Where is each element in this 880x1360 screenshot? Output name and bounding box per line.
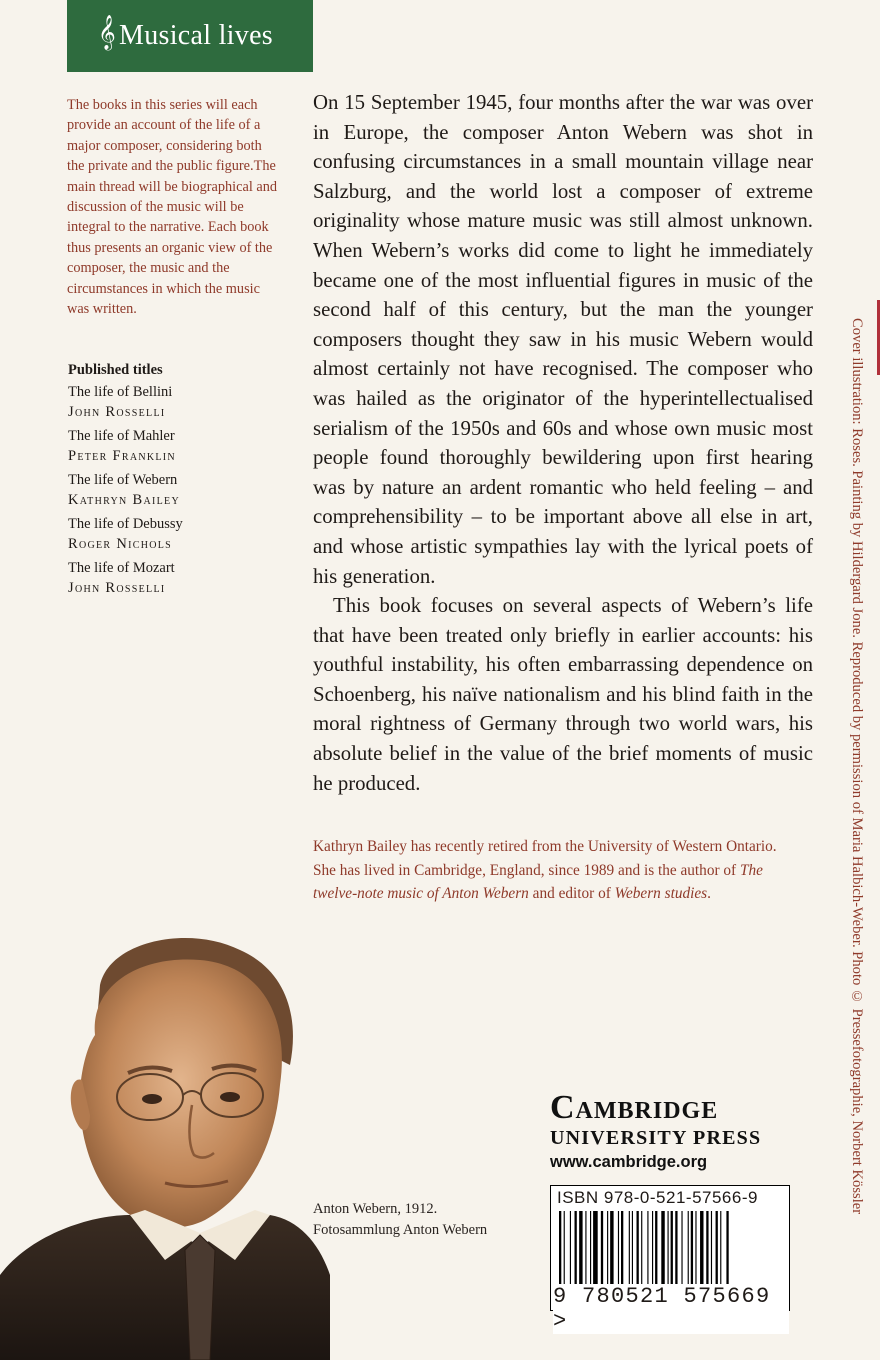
bio-book-title: Webern studies	[614, 885, 708, 902]
bio-text: and editor of	[528, 885, 615, 902]
list-item	[68, 382, 288, 422]
isbn-label: ISBN 978-0-521-57566-9	[557, 1188, 758, 1207]
book-author: Peter Franklin	[68, 448, 176, 464]
bio-book-title: The twelve-note music of Anton Webern	[313, 861, 763, 902]
barcode-digits: 9 780521 575669 >	[553, 1284, 789, 1334]
author-bio	[313, 835, 783, 906]
list-item	[68, 426, 288, 466]
isbn-barcode	[550, 1185, 790, 1334]
publisher-logo	[550, 1090, 795, 1172]
list-item	[68, 514, 288, 554]
book-title: The life of Webern	[68, 472, 178, 488]
bio-text: Kathryn Bailey has recently retired from the University of Western Ontario. She has lived in Cambridge, England, since 1989 and is the author of	[313, 838, 777, 879]
book-author: John Rosselli	[68, 404, 166, 420]
caption-line-2: Fotosammlung Anton Webern	[313, 1221, 488, 1238]
publisher-name: Cambridge	[550, 1089, 719, 1126]
book-title: The life of Mahler	[68, 428, 175, 444]
series-name: Musical lives	[119, 20, 273, 51]
publisher-url: www.cambridge.org	[550, 1153, 708, 1171]
portrait-caption	[313, 1199, 487, 1240]
barcode-bars	[557, 1211, 783, 1286]
composer-portrait	[0, 915, 330, 1360]
published-titles	[68, 360, 288, 602]
series-description: The books in this series will each provide an account of the life of a major composer, considering both the private and the public figure.The main thread will be biographical and discussion of the music will be integral to the narrative. Each book thus presents an organic view of the composer, the music and the circumstances in which the music was written.	[67, 97, 278, 318]
book-title: The life of Bellini	[68, 384, 173, 400]
publisher-subtitle: UNIVERSITY PRESS	[550, 1127, 762, 1149]
cover-credit: Cover illustration: Roses. Painting by Hildergard Jone. Reproduced by permission of Maria Halbich-Weber. Photo © Pressefotographie, Norbert Kössler	[849, 318, 865, 1215]
description-paragraph-2: This book focuses on several aspects of Webern’s life that have been treated only briefly in earlier accounts: his youthful instability, his often embarrassing dependence on Schoenberg, his naïve nationalism and his blind faith in the moral rightness of Germany through two world wars, his absolute belief in the value of the brief moments of music he produced.	[313, 594, 813, 795]
bio-text: .	[707, 885, 711, 902]
description-paragraph-1: On 15 September 1945, four months after the war was over in Europe, the composer Anton Webern was shot in confusing circumstances in a small mountain village near Salzburg, and the world lost a composer of extreme originality whose mature music was still almost unknown. When Webern’s works did come to light he immediately became one of the most influential figures in music of the second half of this century, but the man the younger composers thought they saw in his music Webern would almost certainly not have recognised. The composer who was hailed as the originator of the hyperintellectualised serialism of the 1950s and 60s and whose own music most people found thoroughly bewildering upon first hearing was by nature an ardent romantic who held feeling – and comprehensibility – to be important above all else in art, and whose artistic sympathies lay with the lyrical poets of his generation.	[313, 91, 813, 588]
list-item	[68, 558, 288, 598]
book-author: Roger Nichols	[68, 536, 173, 552]
treble-clef-icon: 𝄞	[98, 16, 116, 49]
list-item	[68, 470, 288, 510]
caption-line-1: Anton Webern, 1912.	[313, 1201, 438, 1217]
book-author: Kathryn Bailey	[68, 492, 180, 508]
book-author: John Rosselli	[68, 580, 166, 596]
book-title: The life of Debussy	[68, 516, 183, 532]
book-title: The life of Mozart	[68, 560, 175, 576]
book-description	[313, 88, 813, 798]
published-titles-heading: Published titles	[68, 362, 163, 378]
